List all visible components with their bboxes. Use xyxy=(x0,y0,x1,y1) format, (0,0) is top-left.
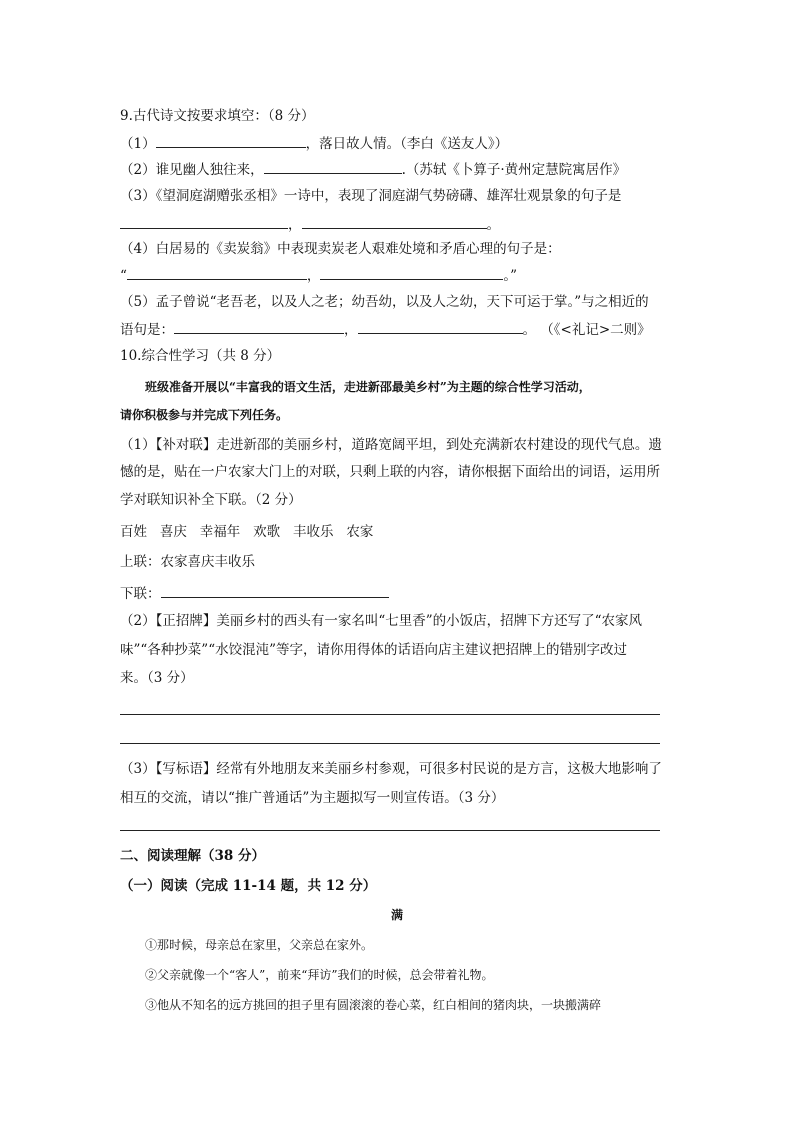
q9-item-5-line2 xyxy=(120,319,651,340)
article-para-2: ②父亲就像一个“客人”，前来“拜访”我们的时候，总会带着礼物。 xyxy=(145,968,494,982)
q10-part1-line2: 憾的是，贴在一户农家大门上的对联，只剩上联的内容，请你根据下面给出的词语，运用所 xyxy=(120,464,660,480)
q10-title: 10.综合性学习（共 8 分） xyxy=(120,348,281,364)
section2-title: 二、阅读理解（38 分） xyxy=(120,848,265,864)
q10-intro-line2: 请你积极参与并完成下列任务。 xyxy=(120,408,289,422)
q9-item-4-blank-1[interactable] xyxy=(127,265,307,280)
q9-item-5-line1: （5）孟子曾说“老吾老，以及人之老；幼吾幼，以及人之幼，天下可运于掌。”与之相近的 xyxy=(120,294,649,310)
q9-item-4-line2 xyxy=(120,265,517,286)
q10-word-list: 百姓 喜庆 幸福年 欢歌 丰收乐 农家 xyxy=(120,524,374,540)
q9-item-5-comma: ， xyxy=(344,322,358,338)
q9-item-2-prefix: （2）谁见幽人独往来， xyxy=(120,162,264,178)
q9-item-3-blank-2[interactable] xyxy=(302,214,487,229)
q10-part2-answer-line-2[interactable] xyxy=(120,743,660,744)
q10-part2-line3: 来。（3 分） xyxy=(120,670,194,686)
q9-item-3-blank-1[interactable] xyxy=(120,214,288,229)
q9-item-1-prefix: （1） xyxy=(120,136,156,152)
q9-item-4-open-quote: “ xyxy=(120,268,127,284)
q9-item-2 xyxy=(120,159,626,180)
q10-intro-line1: 班级准备开展以“丰富我的语文生活，走进新邵最美乡村”为主题的综合性学习活动， xyxy=(145,380,591,394)
article-title: 满 xyxy=(390,908,403,922)
q9-item-5-blank-2[interactable] xyxy=(358,319,523,334)
q10-part1-line1: （1）【补对联】走进新邵的美丽乡村，道路宽阔平坦，到处充满新农村建设的现代气息。遗 xyxy=(120,437,662,453)
q10-part3-line1: （3）【写标语】经常有外地朋友来美丽乡村参观，可很多村民说的是方言，这极大地影响了 xyxy=(120,761,662,777)
q10-part1-line3: 学对联知识补全下联。（2 分） xyxy=(120,492,302,508)
q9-item-5-source: 。 （《<礼记>二则》 xyxy=(522,322,651,338)
q9-item-4-blank-2[interactable] xyxy=(320,265,503,280)
article-para-1: ①那时候，母亲总在家里，父亲总在家外。 xyxy=(145,938,374,952)
q10-lower-couplet xyxy=(120,583,389,604)
q9-title: 9.古代诗文按要求填空：（8 分） xyxy=(120,108,315,124)
section2-subtitle: （一）阅读（完成 11-14 题，共 12 分） xyxy=(120,878,377,894)
q9-item-3-line1: （3）《望洞庭湖赠张丞相》一诗中，表现了洞庭湖气势磅礴、雄浑壮观景象的句子是 xyxy=(120,188,622,204)
q10-lower-blank[interactable] xyxy=(161,583,389,598)
q10-part2-line2: 味”“各种抄菜”“水饺混沌”等字，请你用得体的话语向店主建议把招牌上的错别字改过 xyxy=(120,642,628,658)
q9-item-3-comma: ， xyxy=(288,217,302,233)
q9-item-1-suffix: ，落日故人情。（李白《送友人》） xyxy=(305,136,509,152)
q9-item-4-comma: ， xyxy=(306,268,321,284)
q9-item-5-blank-1[interactable] xyxy=(174,319,344,334)
q9-item-3-line2 xyxy=(120,214,500,235)
q10-part3-answer-line[interactable] xyxy=(120,830,660,831)
q9-item-4-line1: （4）白居易的《卖炭翁》中表现卖炭老人艰难处境和矛盾心理的句子是： xyxy=(120,241,561,257)
q10-part2-answer-line-1[interactable] xyxy=(120,714,660,715)
q9-item-5-prefix: 语句是： xyxy=(120,322,174,338)
q9-item-3-period: 。 xyxy=(486,217,500,233)
article-para-3: ③他从不知名的远方挑回的担子里有圆滚滚的卷心菜，红白相间的猪肉块，一块搬满碎 xyxy=(145,998,602,1012)
q10-lower-label: 下联： xyxy=(120,586,161,602)
q9-item-2-suffix: .（苏轼《卜算子·黄州定慧院寓居作》 xyxy=(401,162,627,178)
q10-part3-line2: 相互的交流，请以“推广普通话”为主题拟写一则宣传语。（3 分） xyxy=(120,790,505,806)
q9-item-1-blank[interactable] xyxy=(156,133,306,148)
q9-item-2-blank[interactable] xyxy=(264,159,402,174)
q10-part2-line1: （2）【正招牌】美丽乡村的西头有一家名叫“七里香”的小饭店，招牌下方还写了“农家风 xyxy=(120,613,643,629)
q10-upper-couplet: 上联：农家喜庆丰收乐 xyxy=(120,554,255,570)
q9-item-4-close: 。” xyxy=(503,268,518,284)
q9-item-1 xyxy=(120,133,508,154)
